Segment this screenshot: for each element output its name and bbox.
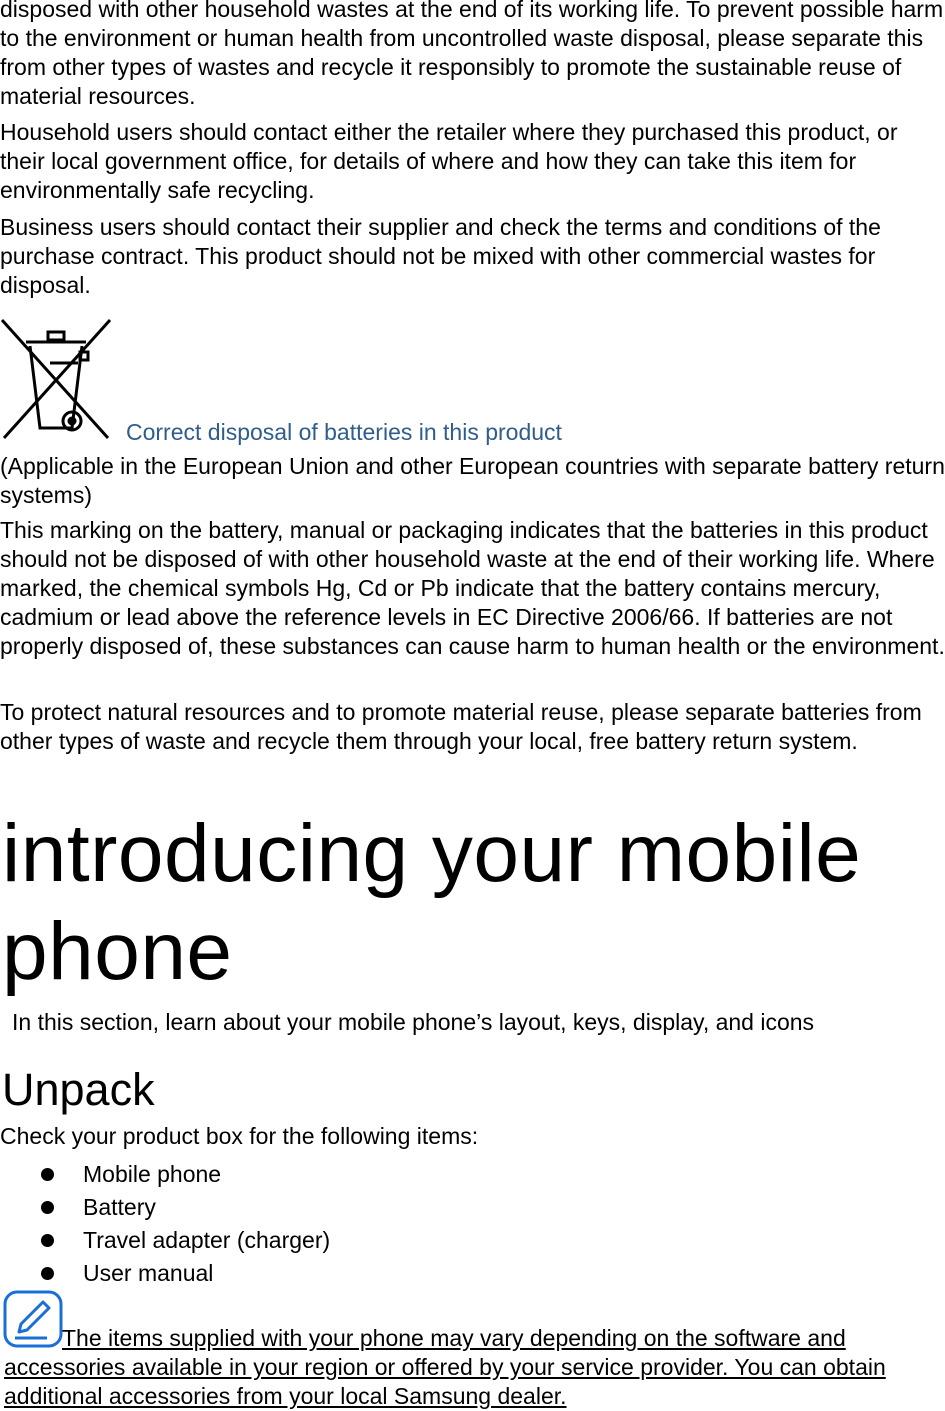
chapter-title: introducing your mobile phone: [2, 808, 862, 997]
list-item-label: Battery: [83, 1194, 156, 1220]
battery-applicability-paragraph: (Applicable in the European Union and other European countries with separate battery return systems): [0, 453, 945, 508]
crossed-out-wheeled-bin-icon: [0, 318, 112, 440]
battery-marking-paragraph: This marking on the battery, manual or packaging indicates that the batteries in this product should not be disposed of with other household waste at the end of their working life. Where marked, the chemical symbols Hg, Cd or Pb indicate that the battery contains mercury, cadmium or lead above the reference levels in EC Directive 2006/66. If batteries are not properly disposed of, these substances can cause harm to human health or the environment.: [0, 517, 945, 659]
list-item: [0, 1257, 330, 1290]
battery-disposal-heading: Correct disposal of batteries in this product: [126, 419, 562, 445]
list-item: [0, 1224, 330, 1257]
bullet-icon: [41, 1168, 54, 1181]
battery-recycle-paragraph: To protect natural resources and to promote material reuse, please separate batteries from other types of waste and recycle them through your local, free battery return system.: [0, 699, 922, 754]
weee-paragraph-business: Business users should contact their supplier and check the terms and conditions of the purchase contract. This product should not be mixed with other commercial wastes for disposal.: [0, 214, 881, 298]
note-text: The items supplied with your phone may vary depending on the software and accessories available in your region or offered by your service provider. You can obtain additional accessories from your local Samsung dealer.: [4, 1325, 886, 1409]
unpack-instructions: Check your product box for the following items:: [0, 1123, 479, 1149]
bullet-icon: [41, 1201, 54, 1214]
weee-paragraph-household: Household users should contact either the retailer where they purchased this product, or their local government office, for details of where and how they can take this item for environmentally safe recycling.: [0, 119, 898, 203]
weee-paragraph-1: disposed with other household wastes at the end of its working life. To prevent possible harm to the environment or human health from uncontrolled waste disposal, please separate this from other types of wastes and recycle it responsibly to promote the sustainable reuse of material resources.: [0, 0, 944, 109]
package-items-list: [0, 1158, 330, 1290]
list-item-label: Mobile phone: [83, 1161, 222, 1187]
list-item-label: Travel adapter (charger): [83, 1227, 331, 1253]
chapter-intro: In this section, learn about your mobile phone’s layout, keys, display, and icons: [12, 1009, 815, 1035]
list-item-label: User manual: [83, 1260, 214, 1286]
unpack-heading: Unpack: [2, 1064, 155, 1115]
list-item: [0, 1191, 330, 1224]
list-item: [0, 1158, 330, 1191]
bullet-icon: [41, 1267, 54, 1280]
bullet-icon: [41, 1234, 54, 1247]
